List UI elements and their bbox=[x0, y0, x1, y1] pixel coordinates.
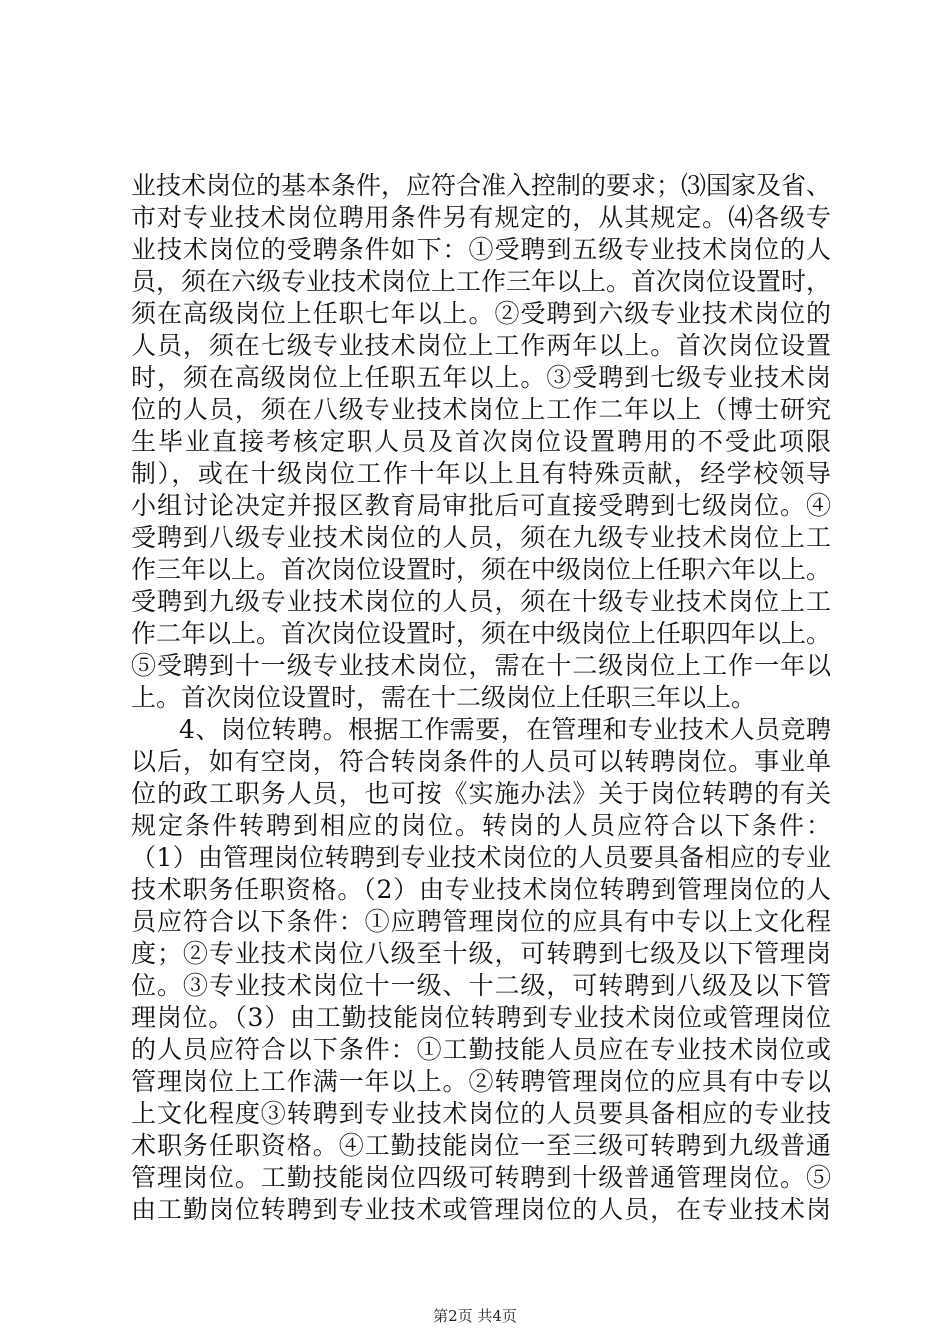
text-line: 以后，如有空岗，符合转岗条件的人员可以转聘岗位。事业单 bbox=[131, 747, 831, 776]
text-line: 位的政工职务人员，也可按《实施办法》关于岗位转聘的有关 bbox=[131, 779, 831, 808]
text-line: （1）由管理岗位转聘到专业技术岗位的人员要具备相应的专业 bbox=[131, 843, 831, 872]
text-line: 作二年以上。首次岗位设置时，须在中级岗位上任职四年以上。 bbox=[131, 619, 832, 648]
text-line: 生毕业直接考核定职人员及首次岗位设置聘用的不受此项限 bbox=[131, 427, 831, 456]
text-line: 作三年以上。首次岗位设置时，须在中级岗位上任职六年以上。 bbox=[131, 555, 832, 584]
text-line: 位。③专业技术岗位十一级、十二级，可转聘到八级及以下管 bbox=[131, 971, 831, 1000]
body-text bbox=[131, 170, 831, 1226]
text-line: 技术职务任职资格。（2）由专业技术岗位转聘到管理岗位的人 bbox=[131, 875, 831, 904]
text-line: 市对专业技术岗位聘用条件另有规定的，从其规定。⑷各级专 bbox=[131, 203, 831, 232]
text-line: 的人员应符合以下条件：①工勤技能人员应在专业技术岗位或 bbox=[131, 1035, 831, 1064]
text-line: 业技术岗位的基本条件，应符合准入控制的要求；⑶国家及省、 bbox=[131, 171, 832, 200]
text-line: 制），或在十级岗位工作十年以上且有特殊贡献，经学校领导 bbox=[131, 459, 831, 488]
text-line: 小组讨论决定并报区教育局审批后可直接受聘到七级岗位。④ bbox=[131, 491, 831, 520]
text-line: 管理岗位上工作满一年以上。②转聘管理岗位的应具有中专以 bbox=[131, 1067, 831, 1096]
text-line: 上。首次岗位设置时，需在十二级岗位上任职三年以上。 bbox=[131, 683, 757, 712]
text-line: 理岗位。（3）由工勤技能岗位转聘到专业技术岗位或管理岗位 bbox=[131, 1003, 831, 1032]
text-line: 业技术岗位的受聘条件如下：①受聘到五级专业技术岗位的人 bbox=[131, 235, 831, 264]
page-number-footer: 第2页 共4页 bbox=[433, 1307, 517, 1325]
text-line: 员应符合以下条件：①应聘管理岗位的应具有中专以上文化程 bbox=[131, 907, 831, 936]
text-line: 员，须在六级专业技术岗位上工作三年以上。首次岗位设置时， bbox=[131, 267, 832, 296]
text-line: 位的人员，须在八级专业技术岗位上工作二年以上（博士研究 bbox=[131, 395, 831, 424]
text-line: 人员，须在七级专业技术岗位上工作两年以上。首次岗位设置 bbox=[131, 331, 831, 360]
text-line: 管理岗位。工勤技能岗位四级可转聘到十级普通管理岗位。⑤ bbox=[131, 1163, 831, 1192]
text-line: 受聘到九级专业技术岗位的人员，须在十级专业技术岗位上工 bbox=[131, 587, 831, 616]
text-line: 须在高级岗位上任职七年以上。②受聘到六级专业技术岗位的 bbox=[131, 299, 831, 328]
text-line: 规定条件转聘到相应的岗位。转岗的人员应符合以下条件： bbox=[131, 811, 831, 840]
text-line: 由工勤岗位转聘到专业技术或管理岗位的人员，在专业技术岗 bbox=[131, 1195, 831, 1224]
text-line: 上文化程度③转聘到专业技术岗位的人员要具备相应的专业技 bbox=[131, 1099, 831, 1128]
text-line: 受聘到八级专业技术岗位的人员，须在九级专业技术岗位上工 bbox=[131, 523, 831, 552]
paragraph-start-line: 4、岗位转聘。根据工作需要，在管理和专业技术人员竞聘 bbox=[179, 715, 831, 744]
text-line: ⑤受聘到十一级专业技术岗位，需在十二级岗位上工作一年以 bbox=[131, 651, 831, 680]
text-line: 时，须在高级岗位上任职五年以上。③受聘到七级专业技术岗 bbox=[131, 363, 831, 392]
text-line: 度；②专业技术岗位八级至十级，可转聘到七级及以下管理岗 bbox=[131, 939, 831, 968]
text-line: 术职务任职资格。④工勤技能岗位一至三级可转聘到九级普通 bbox=[131, 1131, 831, 1160]
